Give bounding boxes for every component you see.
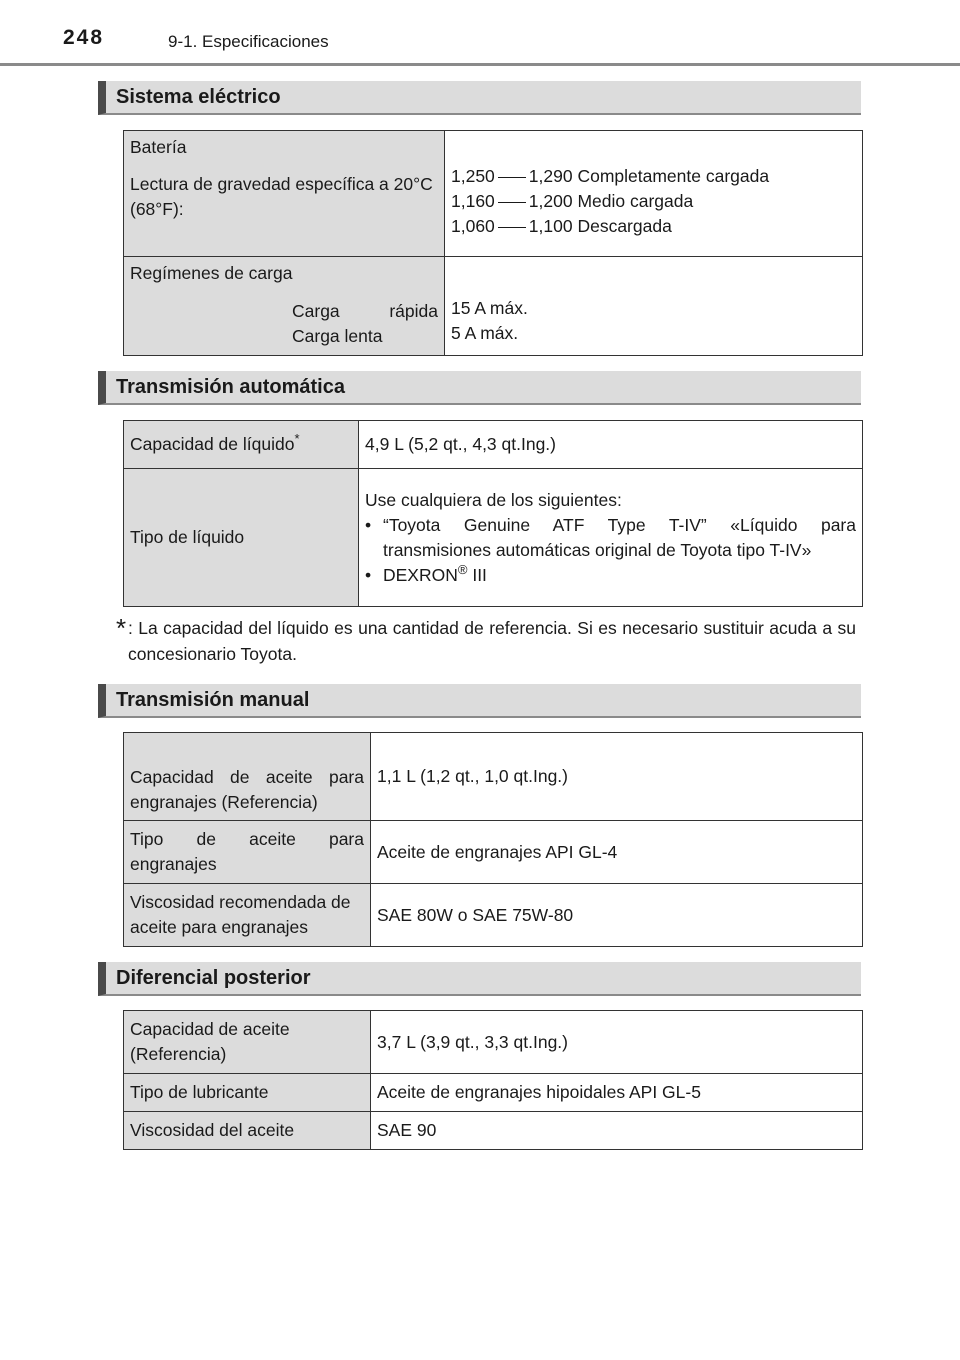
manual-row-value: 1,1 L (1,2 qt., 1,0 qt.Ing.) <box>371 733 863 821</box>
slow-charge-label: Carga lenta <box>292 326 383 346</box>
gravity-row <box>451 164 856 189</box>
differential-row-value: Aceite de engranajes hipoidales API GL-5 <box>371 1074 863 1112</box>
asterisk-mark: * <box>294 431 300 447</box>
manual-row-value: SAE 80W o SAE 75W-80 <box>371 884 863 947</box>
manual-row-label: Capacidad de aceite para engranajes (Referencia) <box>124 733 371 821</box>
differential-row-value: SAE 90 <box>371 1112 863 1150</box>
gravity-to: 1,100 Descargada <box>528 216 672 236</box>
manual-row-label: Tipo de aceite para engranajes <box>124 821 371 884</box>
slow-charge-value: 5 A máx. <box>451 323 519 343</box>
table-row <box>124 421 863 469</box>
differential-row-label: Viscosidad del aceite <box>124 1112 371 1150</box>
charge-label: Regímenes de carga <box>130 263 293 283</box>
registered-mark: ® <box>457 561 468 577</box>
table-row <box>124 469 863 607</box>
header-rule <box>0 63 960 66</box>
chapter-title: 9-1. Especificaciones <box>168 32 329 51</box>
charge-values-cell <box>445 257 863 356</box>
charge-label-cell <box>124 257 445 356</box>
bullet-mark: • <box>365 564 372 585</box>
charge-modes <box>292 299 438 349</box>
battery-label: Batería <box>130 137 187 157</box>
automatic-table <box>123 420 863 607</box>
table-row <box>124 1074 863 1112</box>
manual-row-value: Aceite de engranajes API GL-4 <box>371 821 863 884</box>
fluid-option <box>365 513 856 563</box>
gravity-row <box>451 214 856 239</box>
dexron-name: DEXRON <box>383 564 458 585</box>
table-row <box>124 1112 863 1150</box>
differential-row-label: Tipo de lubricante <box>124 1074 371 1112</box>
gravity-to: 1,200 Medio cargada <box>528 191 694 211</box>
electrical-table <box>123 130 863 356</box>
footnote-text: : La capacidad del líquido es una cantidad de referencia. Si es necesario sustituir acuda a su concesionario Toyota. <box>128 618 856 664</box>
footnote <box>116 615 856 667</box>
fluid-capacity-label <box>124 421 359 469</box>
footnote-line <box>116 615 856 667</box>
section-title-electrical: Sistema eléctrico <box>98 81 861 115</box>
battery-label-cell <box>124 131 445 257</box>
gravity-from: 1,060 <box>451 216 495 236</box>
fast-charge-value: 15 A máx. <box>451 298 528 318</box>
table-row <box>124 131 863 257</box>
fluid-option <box>365 563 856 588</box>
gravity-to: 1,290 Completamente cargada <box>528 166 770 186</box>
fluid-option-text <box>383 563 487 588</box>
differential-row-label: Capacidad de aceite (Referencia) <box>124 1011 371 1074</box>
section-title-manual: Transmisión manual <box>98 684 861 718</box>
dexron-suffix: III <box>467 564 487 585</box>
differential-row-value: 3,7 L (3,9 qt., 3,3 qt.Ing.) <box>371 1011 863 1074</box>
gravity-from: 1,160 <box>451 191 495 211</box>
fluid-capacity-value: 4,9 L (5,2 qt., 4,3 qt.Ing.) <box>359 421 863 469</box>
gravity-values-cell <box>445 131 863 257</box>
differential-table <box>123 1010 863 1150</box>
fluid-intro: Use cualquiera de los siguientes: <box>365 489 622 510</box>
page-header <box>0 0 960 68</box>
page-number: 248 <box>63 26 105 49</box>
gravity-row <box>451 189 856 214</box>
table-row <box>124 821 863 884</box>
table-row <box>124 884 863 947</box>
fast-charge-label: Carga rápida <box>292 301 438 321</box>
section-title-differential: Diferencial posterior <box>98 962 861 996</box>
fluid-capacity-text: Capacidad de líquido <box>130 434 295 454</box>
gravity-label: Lectura de gravedad específica a 20°C (68°F): <box>130 174 433 219</box>
table-row <box>124 1011 863 1074</box>
gravity-from: 1,250 <box>451 166 495 186</box>
range-dash <box>498 202 526 203</box>
manual-table <box>123 732 863 947</box>
section-title-automatic: Transmisión automática <box>98 371 861 405</box>
bullet-mark: • <box>365 514 372 535</box>
manual-row-label: Viscosidad recomendada de aceite para engranajes <box>124 884 371 947</box>
footnote-mark: * <box>116 613 127 643</box>
range-dash <box>498 227 526 228</box>
table-row <box>124 733 863 821</box>
table-row <box>124 257 863 356</box>
fluid-type-label: Tipo de líquido <box>124 469 359 607</box>
fluid-type-value <box>359 469 863 607</box>
range-dash <box>498 177 526 178</box>
fluid-option-text: “Toyota Genuine ATF Type T-IV” «Líquido para transmisiones automáticas original de Toyota tipo T-IV» <box>383 514 856 560</box>
